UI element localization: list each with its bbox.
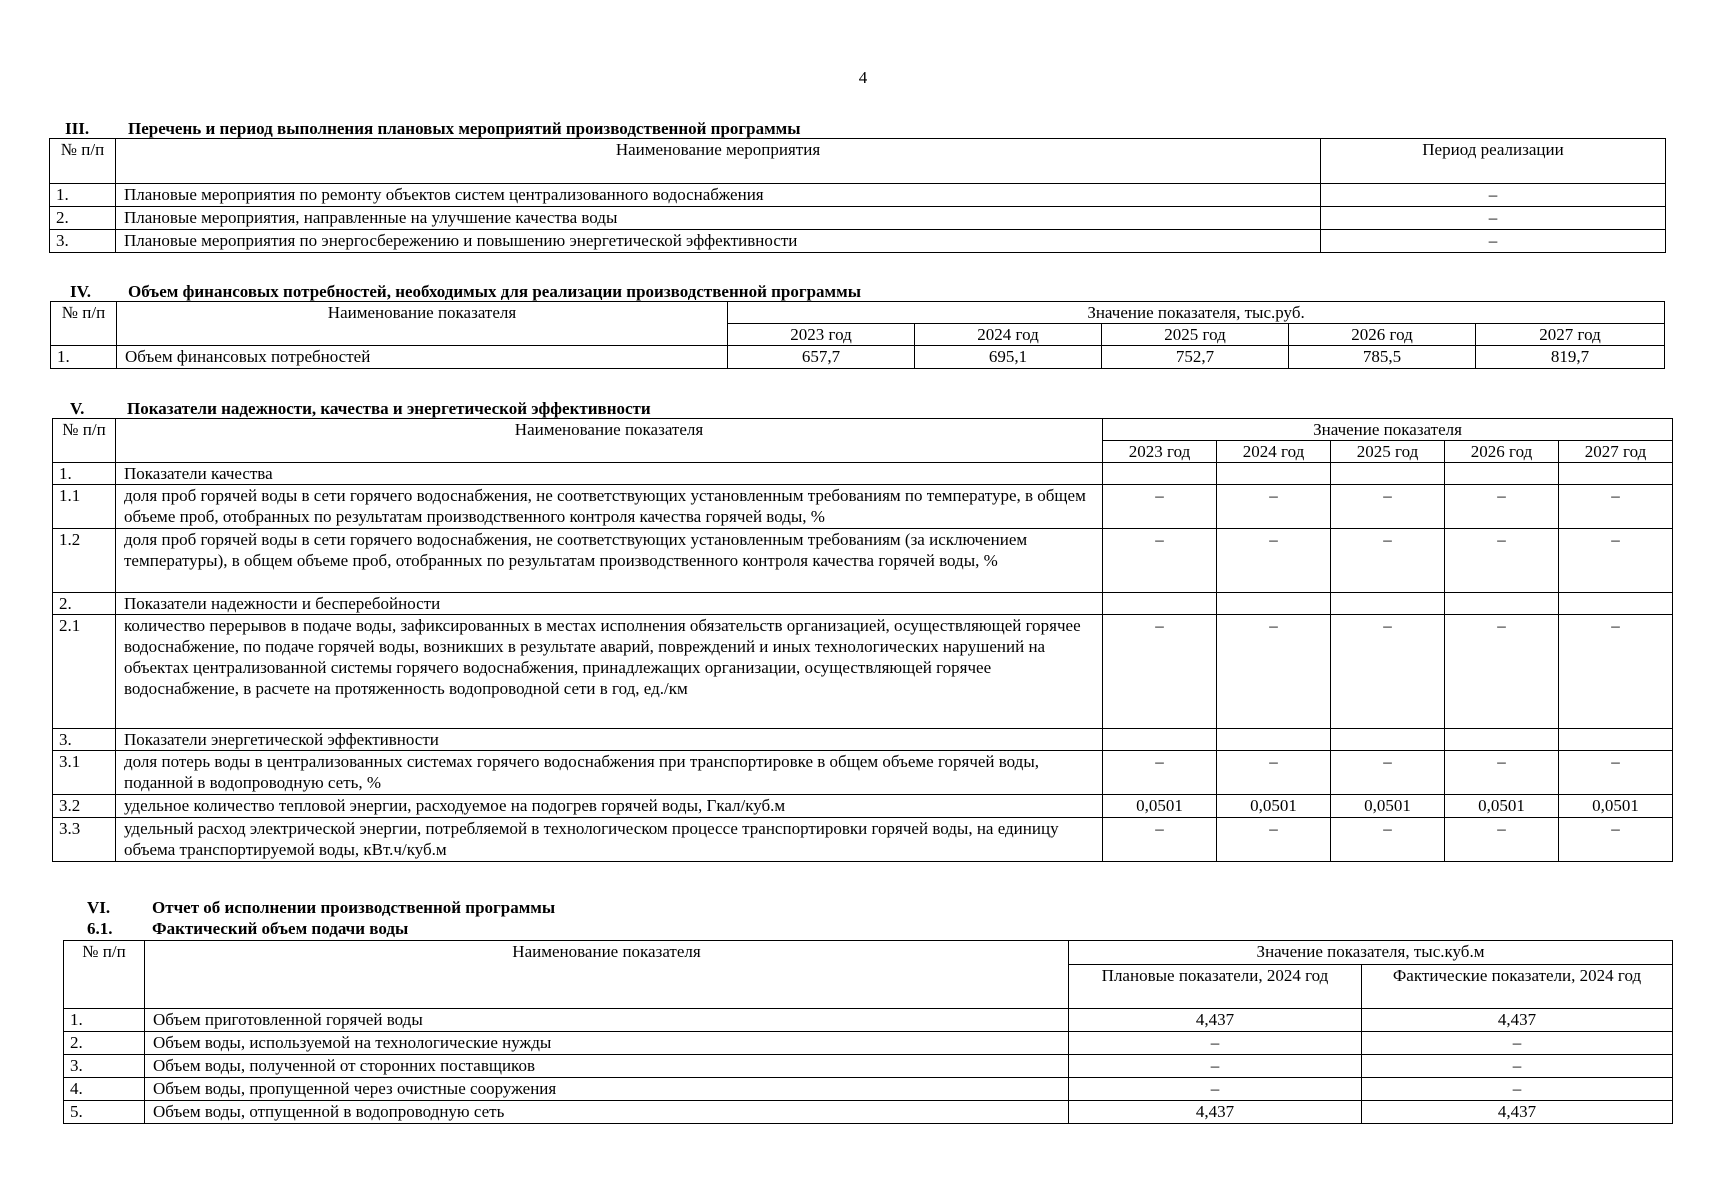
row-value: 752,7	[1102, 346, 1289, 369]
row-value: 0,0501	[1559, 795, 1673, 818]
row-name: Показатели энергетической эффективности	[116, 729, 1103, 751]
row-value: 657,7	[728, 346, 915, 369]
row-name: количество перерывов в подаче воды, зафиксированных в местах исполнения обязательств организацией, осуществляющей горячее водоснабжение, по подаче горячей воды, возникших в результате аварий, повреждений и иных технологических нарушений на объектах централизованной системы горячего водоснабжения, принадлежащих организации, осуществляющей горячее водоснабжение, в расчете на протяженность водопроводной сети в год, ед./км	[116, 615, 1103, 729]
table-row	[53, 818, 1673, 862]
row-value: 0,0501	[1331, 795, 1445, 818]
row-value: –	[1217, 818, 1331, 862]
subsection-6-1-heading	[87, 919, 409, 938]
section-6-heading	[87, 898, 556, 917]
row-plan: –	[1069, 1055, 1362, 1078]
row-name: Объем приготовленной горячей воды	[145, 1009, 1069, 1032]
row-plan: –	[1069, 1078, 1362, 1101]
year-header: 2025 год	[1102, 324, 1289, 346]
header-name: Наименование показателя	[116, 419, 1103, 463]
header-period: Период реализации	[1321, 139, 1666, 184]
row-num: 1.	[64, 1009, 145, 1032]
table-row	[64, 1078, 1673, 1101]
row-value: –	[1445, 529, 1559, 593]
section-3-heading	[65, 119, 801, 138]
row-num: 2.1	[53, 615, 116, 729]
header-plan: Плановые показатели, 2024 год	[1069, 965, 1362, 1009]
row-num: 1.	[50, 184, 116, 207]
table-row	[53, 751, 1673, 795]
header-name: Наименование показателя	[145, 941, 1069, 1009]
header-name: Наименование мероприятия	[116, 139, 1321, 184]
header-name: Наименование показателя	[117, 302, 728, 346]
section-title: Объем финансовых потребностей, необходимых для реализации производственной программы	[128, 282, 861, 301]
row-num: 3.	[53, 729, 116, 751]
year-header: 2025 год	[1331, 441, 1445, 463]
page-number: 4	[858, 68, 868, 87]
year-header: 2024 год	[1217, 441, 1331, 463]
row-name: удельное количество тепловой энергии, расходуемое на подогрев горячей воды, Гкал/куб.м	[116, 795, 1103, 818]
row-num: 5.	[64, 1101, 145, 1124]
row-name: Объем финансовых потребностей	[117, 346, 728, 369]
row-value: –	[1331, 615, 1445, 729]
row-num: 3.	[64, 1055, 145, 1078]
section-4-heading	[70, 282, 861, 301]
row-name: Объем воды, полученной от сторонних поставщиков	[145, 1055, 1069, 1078]
row-value: –	[1445, 615, 1559, 729]
header-value: Значение показателя	[1103, 419, 1673, 441]
row-value: 695,1	[915, 346, 1102, 369]
row-value: –	[1331, 751, 1445, 795]
row-value: –	[1103, 818, 1217, 862]
row-name: Показатели надежности и бесперебойности	[116, 593, 1103, 615]
table-row	[53, 485, 1673, 529]
row-num: 3.2	[53, 795, 116, 818]
row-period: –	[1321, 230, 1666, 253]
row-fact: 4,437	[1362, 1009, 1673, 1032]
row-value: –	[1103, 751, 1217, 795]
row-period: –	[1321, 184, 1666, 207]
row-fact: 4,437	[1362, 1101, 1673, 1124]
finance-table	[50, 301, 1665, 369]
row-name: Плановые мероприятия по энергосбережению и повышению энергетической эффективности	[116, 230, 1321, 253]
row-value: 819,7	[1476, 346, 1665, 369]
row-num: 3.3	[53, 818, 116, 862]
row-value: –	[1559, 615, 1673, 729]
row-name: удельный расход электрической энергии, потребляемой в технологическом процессе транспортировки горячей воды, на единицу объема транспортируемой воды, кВт.ч/куб.м	[116, 818, 1103, 862]
table-row	[64, 1032, 1673, 1055]
subsection-number: 6.1.	[87, 919, 113, 938]
row-num: 1.2	[53, 529, 116, 593]
row-num: 1.1	[53, 485, 116, 529]
row-value: –	[1217, 615, 1331, 729]
row-num: 3.1	[53, 751, 116, 795]
row-value: –	[1559, 751, 1673, 795]
header-num: № п/п	[64, 941, 145, 1009]
row-name: Плановые мероприятия, направленные на улучшение качества воды	[116, 207, 1321, 230]
table-row	[53, 529, 1673, 593]
section-title: Перечень и период выполнения плановых мероприятий производственной программы	[128, 119, 801, 138]
header-fact: Фактические показатели, 2024 год	[1362, 965, 1673, 1009]
year-header: 2026 год	[1445, 441, 1559, 463]
row-plan: 4,437	[1069, 1101, 1362, 1124]
table-row	[51, 346, 1665, 369]
activities-table	[49, 138, 1666, 253]
year-header: 2027 год	[1476, 324, 1665, 346]
row-value: –	[1103, 615, 1217, 729]
section-title: Отчет об исполнении производственной программы	[152, 898, 556, 917]
year-header: 2027 год	[1559, 441, 1673, 463]
section-number: IV.	[70, 282, 91, 301]
row-name: доля проб горячей воды в сети горячего водоснабжения, не соответствующих установленным требованиям по температуре, в общем объеме проб, отобранных по результатам производственного контроля качества горячей воды, %	[116, 485, 1103, 529]
row-plan: 4,437	[1069, 1009, 1362, 1032]
year-header: 2026 год	[1289, 324, 1476, 346]
table-row	[50, 207, 1666, 230]
group-row	[53, 729, 1673, 751]
row-plan: –	[1069, 1032, 1362, 1055]
header-num: № п/п	[51, 302, 117, 346]
section-5-heading	[70, 399, 651, 418]
table-row	[64, 1101, 1673, 1124]
row-value: 0,0501	[1103, 795, 1217, 818]
row-fact: –	[1362, 1055, 1673, 1078]
section-number: VI.	[87, 898, 111, 917]
row-num: 2.	[64, 1032, 145, 1055]
table-row	[53, 615, 1673, 729]
header-value: Значение показателя, тыс.куб.м	[1069, 941, 1673, 965]
row-num: 2.	[50, 207, 116, 230]
row-value: –	[1445, 818, 1559, 862]
subsection-title: Фактический объем подачи воды	[152, 919, 409, 938]
row-num: 1.	[53, 463, 116, 485]
section-number: III.	[65, 119, 90, 138]
row-fact: –	[1362, 1032, 1673, 1055]
row-value: –	[1445, 751, 1559, 795]
water-supply-table	[63, 940, 1673, 1124]
row-value: –	[1217, 485, 1331, 529]
row-value: –	[1559, 529, 1673, 593]
year-header: 2024 год	[915, 324, 1102, 346]
header-value: Значение показателя, тыс.руб.	[728, 302, 1665, 324]
row-name: Объем воды, используемой на технологические нужды	[145, 1032, 1069, 1055]
table-row	[64, 1009, 1673, 1032]
row-value: –	[1331, 529, 1445, 593]
row-value: –	[1445, 485, 1559, 529]
row-value: 0,0501	[1217, 795, 1331, 818]
group-row	[53, 463, 1673, 485]
header-num: № п/п	[50, 139, 116, 184]
row-value: –	[1559, 818, 1673, 862]
row-num: 1.	[51, 346, 117, 369]
row-value: –	[1559, 485, 1673, 529]
indicators-table	[52, 418, 1673, 862]
row-value: –	[1217, 529, 1331, 593]
row-value: –	[1331, 818, 1445, 862]
row-num: 3.	[50, 230, 116, 253]
row-value: –	[1103, 485, 1217, 529]
table-row	[50, 184, 1666, 207]
year-header: 2023 год	[1103, 441, 1217, 463]
row-value: 785,5	[1289, 346, 1476, 369]
row-value: –	[1217, 751, 1331, 795]
row-value: –	[1103, 529, 1217, 593]
row-value: –	[1331, 485, 1445, 529]
row-name: Объем воды, отпущенной в водопроводную сеть	[145, 1101, 1069, 1124]
row-name: Объем воды, пропущенной через очистные сооружения	[145, 1078, 1069, 1101]
row-period: –	[1321, 207, 1666, 230]
table-row	[64, 1055, 1673, 1078]
row-num: 2.	[53, 593, 116, 615]
row-value: 0,0501	[1445, 795, 1559, 818]
row-name: доля потерь воды в централизованных системах горячего водоснабжения при транспортировке в общем объеме горячей воды, поданной в водопроводную сеть, %	[116, 751, 1103, 795]
group-row	[53, 593, 1673, 615]
section-title: Показатели надежности, качества и энергетической эффективности	[127, 399, 651, 418]
row-fact: –	[1362, 1078, 1673, 1101]
section-number: V.	[70, 399, 85, 418]
row-name: доля проб горячей воды в сети горячего водоснабжения, не соответствующих установленным требованиям (за исключением температуры), в общем объеме проб, отобранных по результатам производственного контроля качества горячей воды, %	[116, 529, 1103, 593]
header-num: № п/п	[53, 419, 116, 463]
row-name: Показатели качества	[116, 463, 1103, 485]
table-row	[50, 230, 1666, 253]
row-num: 4.	[64, 1078, 145, 1101]
table-row	[53, 795, 1673, 818]
row-name: Плановые мероприятия по ремонту объектов систем централизованного водоснабжения	[116, 184, 1321, 207]
year-header: 2023 год	[728, 324, 915, 346]
